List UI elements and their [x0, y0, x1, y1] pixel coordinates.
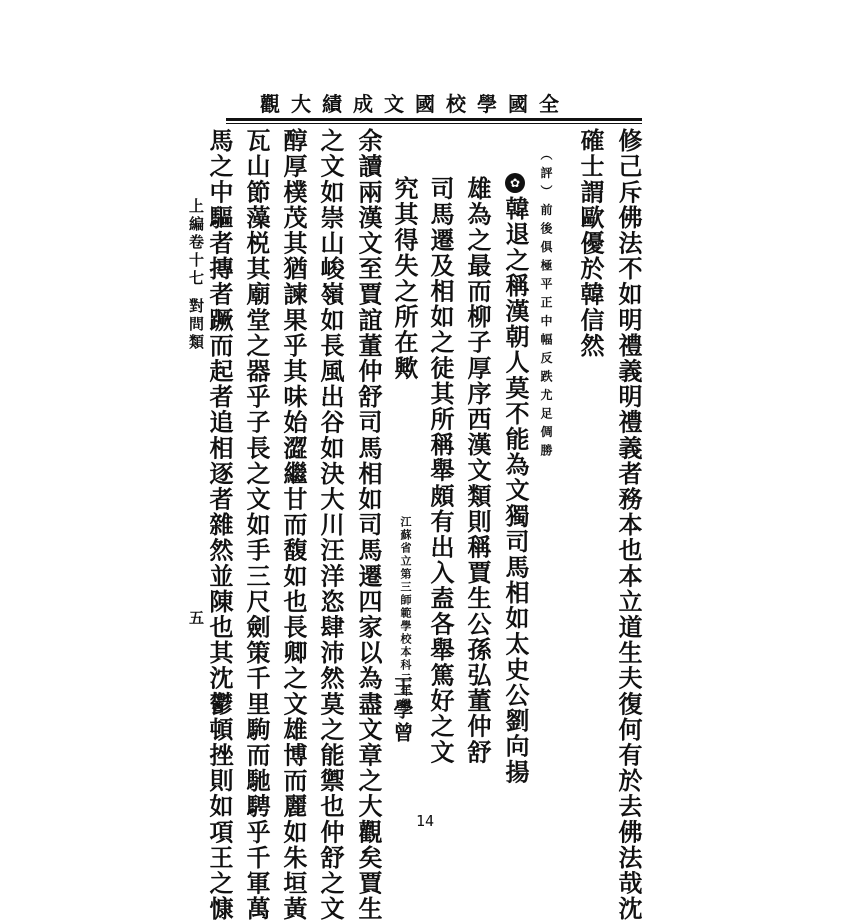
- text-column-2: 確士謂歐優於韓信然: [576, 128, 605, 359]
- essay-column-1: 余讀兩漢文至賈誼董仲舒司馬相如司馬遷四家以為盡文章之大觀矣賈生: [354, 128, 383, 922]
- prompt-column-4: 究其得失之所在歟: [390, 176, 419, 381]
- essay-column-3: 醇厚樸茂其猶諫果乎其味始澀繼甘而馥如也長卿之文雄博而麗如朱垣黃: [279, 128, 308, 922]
- essay-column-4: 瓦山節藻棁其廟堂之器乎子長之文如手三尺劍策千里駒而馳騁乎千軍萬: [242, 128, 271, 922]
- prompt-column-2: 雄為之最而柳子厚序西漢文類則稱賈生公孫弘董仲舒: [463, 176, 492, 765]
- header-rule-thin: [226, 123, 642, 124]
- prompt-column-1: 韓退之稱漢朝人莫不能為文獨司馬相如太史公劉向揚: [501, 196, 530, 785]
- footer-page-marker: 五: [187, 610, 205, 628]
- prompt-column-3: 司馬遷及相如之徒其所稱舉頗有出入盍各舉篤好之文: [426, 176, 455, 765]
- footer-category: 對問類: [187, 298, 205, 352]
- text-column-1: 修己斥佛法不如明禮義明禮義者務本也本立道生夫復何有於去佛法哉沈: [614, 128, 643, 922]
- footer-volume: 上編卷十七: [187, 198, 205, 288]
- commentary-column: （評）前後俱極平正中幅反跌尤足倜勝: [539, 148, 553, 463]
- author-name: 王學曾: [390, 676, 414, 745]
- essay-column-2: 之文如崇山峻嶺如長風出谷如決大川汪洋恣肆沛然莫之能禦也仲舒之文: [316, 128, 345, 922]
- circle-bullet-icon: ✿: [505, 173, 525, 193]
- essay-column-5: 馬之中驅者摶者蹶而起者追相逐者雜然並陳也其沈鬱頓挫則如項王之慷: [205, 128, 234, 922]
- author-affiliation: 江蘇省立第三師範學校本科二年級: [399, 516, 412, 711]
- header-rule-thick: [226, 118, 642, 121]
- running-header-title: 全國學校國文成績大觀: [260, 92, 570, 116]
- page-number: 14: [415, 812, 435, 830]
